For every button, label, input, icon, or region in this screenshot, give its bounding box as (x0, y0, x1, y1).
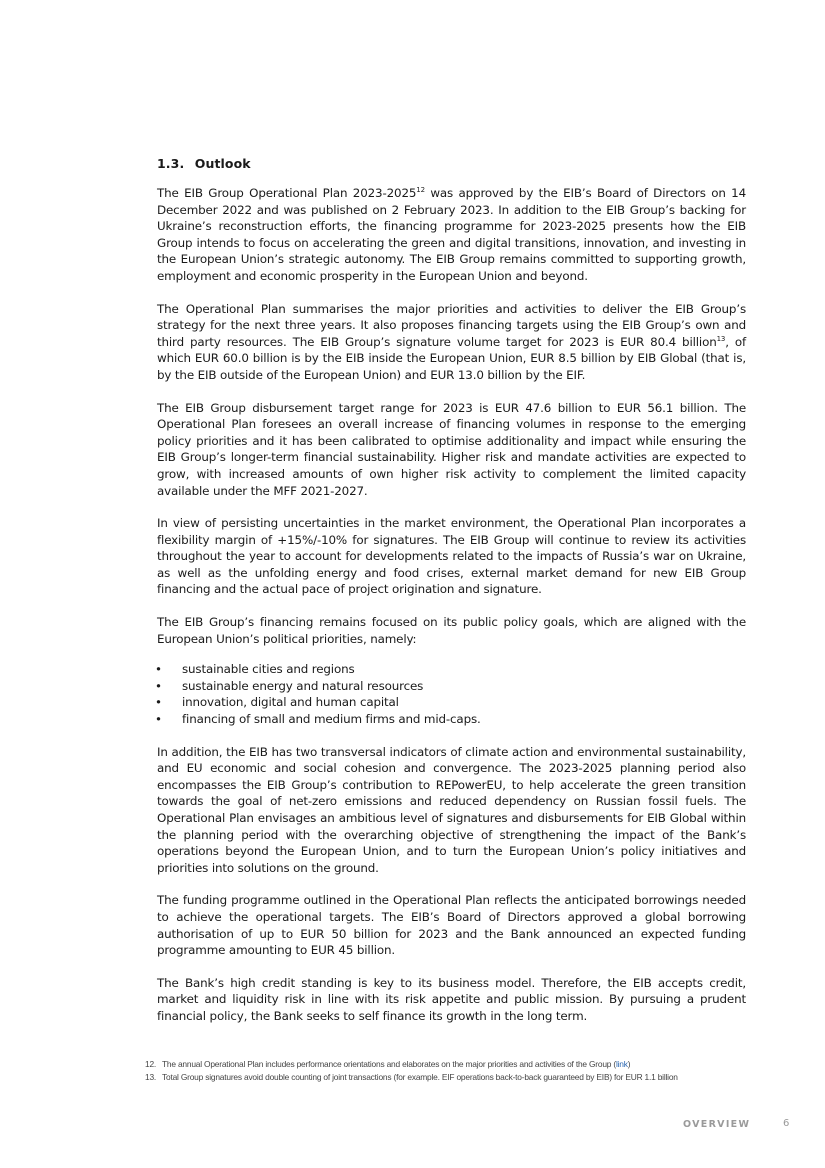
paragraph-6: In addition, the EIB has two transversal indicators of climate action and environmental sustainability, and EU economic and social cohesion and convergence. The 2023-2025 planning period also encompasses the EIB Group’s contribution to REPowerEU, to help accelerate the green transition towards the goal of net-zero emissions and reduced dependency on Russian fossil fuels. The Operational Plan envisages an ambitious level of signatures and disbursements for EIB Global within the planning period with the overarching objective of strengthening the impact of the Bank’s operations beyond the European Union, and to turn the European Union’s policy initiatives and priorities into solutions on the ground. (157, 744, 746, 875)
paragraph-1 (157, 185, 746, 285)
list-item (157, 661, 746, 678)
paragraph-5: The EIB Group’s financing remains focused on its public policy goals, which are aligned with the European Union’s political priorities, namely: (157, 615, 746, 646)
priorities-list (157, 661, 746, 727)
paragraph-4: In view of persisting uncertainties in the market environment, the Operational Plan incorporates a flexibility margin of +15%/-10% for signatures. The EIB Group will continue to review its activities throughout the year to account for developments related to the impacts of Russia’s war on Ukraine, as well as the unfolding energy and food crises, external market demand for new EIB Group financing and the actual pace of project origination and signature. (157, 516, 746, 597)
paragraph-text: The Operational Plan summarises the major priorities and activities to deliver the EIB Group’s strategy for the next three years. It also proposes financing targets using the EIB Group’s own and third party resources. The EIB Group’s signature volume target for 2023 is EUR 80.4 billion (157, 301, 746, 349)
paragraph-text: was approved by the EIB’s Board of Directors on 14 December 2022 and was published on 2 February 2023. In addition to the EIB Group’s backing for Ukraine’s reconstruction efforts, the financing programme for 2023-2025 presents how the EIB Group intends to focus on accelerating the green and digital transitions, innovation, and investing in the European Union’s strategic autonomy. The EIB Group remains committed to supporting growth, employment and economic prosperity in the European Union and beyond. (157, 186, 746, 283)
footnotes (145, 1058, 765, 1083)
list-item-text: innovation, digital and human capital (182, 695, 399, 710)
list-item (157, 711, 746, 728)
footnote-ref-13[interactable]: 13 (716, 334, 726, 343)
footnote-number: 12. (145, 1059, 157, 1069)
list-item-text: financing of small and medium firms and mid-caps. (182, 712, 481, 727)
footnote-text: The annual Operational Plan includes performance orientations and elaborates on the major priorities and activities of the Group ( (162, 1059, 616, 1069)
footnote-text-end: ) (627, 1059, 631, 1069)
footnote-12 (145, 1058, 765, 1071)
paragraph-text: The EIB Group Operational Plan 2023-2025 (157, 186, 417, 200)
paragraph-2 (157, 301, 746, 384)
section-number: 1.3. (157, 156, 185, 171)
page-number: 6 (783, 1118, 790, 1129)
list-item-text: sustainable energy and natural resources (182, 678, 424, 693)
main-content (157, 156, 746, 1041)
paragraph-8: The Bank’s high credit standing is key to its business model. Therefore, the EIB accepts credit, market and liquidity risk in line with its risk appetite and public mission. By pursuing a prudent financial policy, the Bank seeks to self finance its growth in the long term. (157, 975, 746, 1023)
paragraph-7: The funding programme outlined in the Operational Plan reflects the anticipated borrowings needed to achieve the operational targets. The EIB’s Board of Directors approved a global borrowing authorisation of up to EUR 50 billion for 2023 and the Bank announced an expected funding programme amounting to EUR 45 billion. (157, 893, 746, 958)
footnote-link[interactable]: link (615, 1059, 628, 1069)
section-title: Outlook (194, 156, 251, 171)
section-heading (157, 156, 746, 171)
bullet-icon: • (155, 712, 162, 727)
footnote-number: 13. (145, 1071, 157, 1082)
list-item-text: sustainable cities and regions (182, 662, 355, 677)
footnote-13 (145, 1071, 765, 1084)
list-item (157, 694, 746, 711)
bullet-icon: • (155, 662, 162, 677)
paragraph-text: , of which EUR 60.0 billion is by the EIB inside the European Union, EUR 8.5 billion by EIB Global (that is, by the EIB outside of the European Union) and EUR 13.0 billion by the EIF. (157, 334, 746, 382)
paragraph-3: The EIB Group disbursement target range for 2023 is EUR 47.6 billion to EUR 56.1 billion. The Operational Plan foresees an overall increase of financing volumes in response to the emerging policy priorities and it has been calibrated to optimise additionality and impact while ensuring the EIB Group’s longer-term financial sustainability. Higher risk and mandate activities are expected to grow, with increased amounts of own higher risk activity to complement the limited capacity available under the MFF 2021-2027. (157, 400, 746, 498)
bullet-icon: • (155, 678, 162, 693)
footer-section-label: OVERVIEW (683, 1119, 751, 1130)
list-item (157, 678, 746, 695)
bullet-icon: • (155, 695, 162, 710)
footnote-ref-12[interactable]: 12 (416, 186, 425, 195)
footnote-text: Total Group signatures avoid double counting of joint transactions (for example. EIF operations back-to-back guaranteed by EIB) for EUR 1.1 billion (162, 1071, 678, 1082)
